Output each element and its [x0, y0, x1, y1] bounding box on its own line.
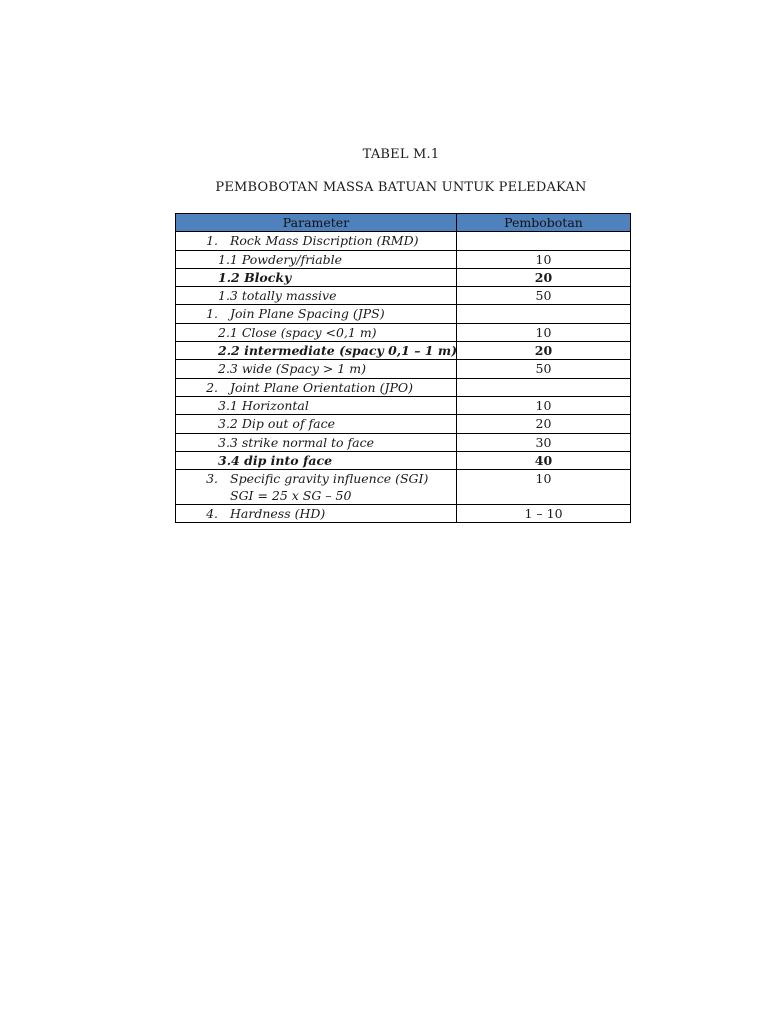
weight-cell — [457, 305, 631, 323]
table-row — [176, 342, 631, 360]
param-label: Rock Mass Discription (RMD) — [230, 233, 419, 249]
weight-cell: 40 — [457, 451, 631, 469]
row-number: 1. — [206, 306, 218, 322]
param-label-stack — [218, 470, 428, 504]
param-cell — [176, 378, 457, 396]
param-label: Join Plane Spacing (JPS) — [230, 306, 385, 322]
row-number: 1. — [206, 233, 218, 249]
param-cell — [176, 505, 457, 523]
param-label: Hardness (HD) — [230, 506, 326, 522]
table-caption-number: TABEL M.1 — [362, 147, 440, 162]
table-row — [176, 305, 631, 323]
table-header-row — [176, 214, 631, 232]
table-row — [176, 415, 631, 433]
weight-cell — [457, 232, 631, 250]
param-label: 1.1 Powdery/friable — [218, 251, 343, 267]
table-row — [176, 378, 631, 396]
header-weight: Pembobotan — [457, 214, 631, 232]
weight-cell: 10 — [457, 250, 631, 268]
header-parameter: Parameter — [176, 214, 457, 232]
param-cell — [176, 342, 457, 360]
weight-cell: 10 — [457, 470, 631, 505]
weight-cell: 10 — [457, 396, 631, 414]
param-cell — [176, 305, 457, 323]
table-row — [176, 250, 631, 268]
param-label: 3.3 strike normal to face — [218, 434, 375, 450]
param-cell — [176, 360, 457, 378]
param-cell — [176, 415, 457, 433]
param-label: Joint Plane Orientation (JPO) — [230, 379, 414, 395]
param-label: 1.3 totally massive — [218, 288, 337, 304]
param-label: 2.2 intermediate (spacy 0,1 – 1 m) — [218, 343, 458, 359]
param-cell — [176, 396, 457, 414]
table-caption-title: PEMBOBOTAN MASSA BATUAN UNTUK PELEDAKAN — [215, 180, 587, 195]
weight-cell: 20 — [457, 415, 631, 433]
param-label: 3.4 dip into face — [218, 452, 333, 468]
row-number: 2. — [206, 379, 218, 395]
table-row — [176, 505, 631, 523]
weight-cell: 1 – 10 — [457, 505, 631, 523]
param-cell — [176, 287, 457, 305]
table-row — [176, 433, 631, 451]
param-cell — [176, 232, 457, 250]
row-number: 3. — [206, 471, 218, 487]
weight-cell — [457, 378, 631, 396]
weight-cell: 30 — [457, 433, 631, 451]
param-label-line2: SGI = 25 x SG – 50 — [230, 488, 352, 504]
table-row — [176, 396, 631, 414]
table-row — [176, 232, 631, 250]
table-row — [176, 323, 631, 341]
row-number: 4. — [206, 506, 218, 522]
table-row — [176, 470, 631, 505]
weight-cell: 50 — [457, 287, 631, 305]
param-label: 2.1 Close (spacy <0,1 m) — [218, 324, 377, 340]
table-row — [176, 451, 631, 469]
param-label: 2.3 wide (Spacy > 1 m) — [218, 361, 366, 377]
weight-cell: 20 — [457, 268, 631, 286]
table-row — [176, 360, 631, 378]
param-label: 3.1 Horizontal — [218, 397, 309, 413]
param-cell — [176, 433, 457, 451]
table-row — [176, 268, 631, 286]
table-row — [176, 287, 631, 305]
param-cell — [176, 323, 457, 341]
param-cell — [176, 451, 457, 469]
weight-cell: 20 — [457, 342, 631, 360]
param-cell — [176, 250, 457, 268]
param-label: 3.2 Dip out of face — [218, 416, 336, 432]
weight-cell: 50 — [457, 360, 631, 378]
param-cell — [176, 470, 457, 505]
param-label: Specific gravity influence (SGI) — [230, 471, 429, 487]
weight-cell: 10 — [457, 323, 631, 341]
weighting-table — [175, 213, 631, 523]
param-label: 1.2 Blocky — [218, 269, 292, 285]
param-cell — [176, 268, 457, 286]
